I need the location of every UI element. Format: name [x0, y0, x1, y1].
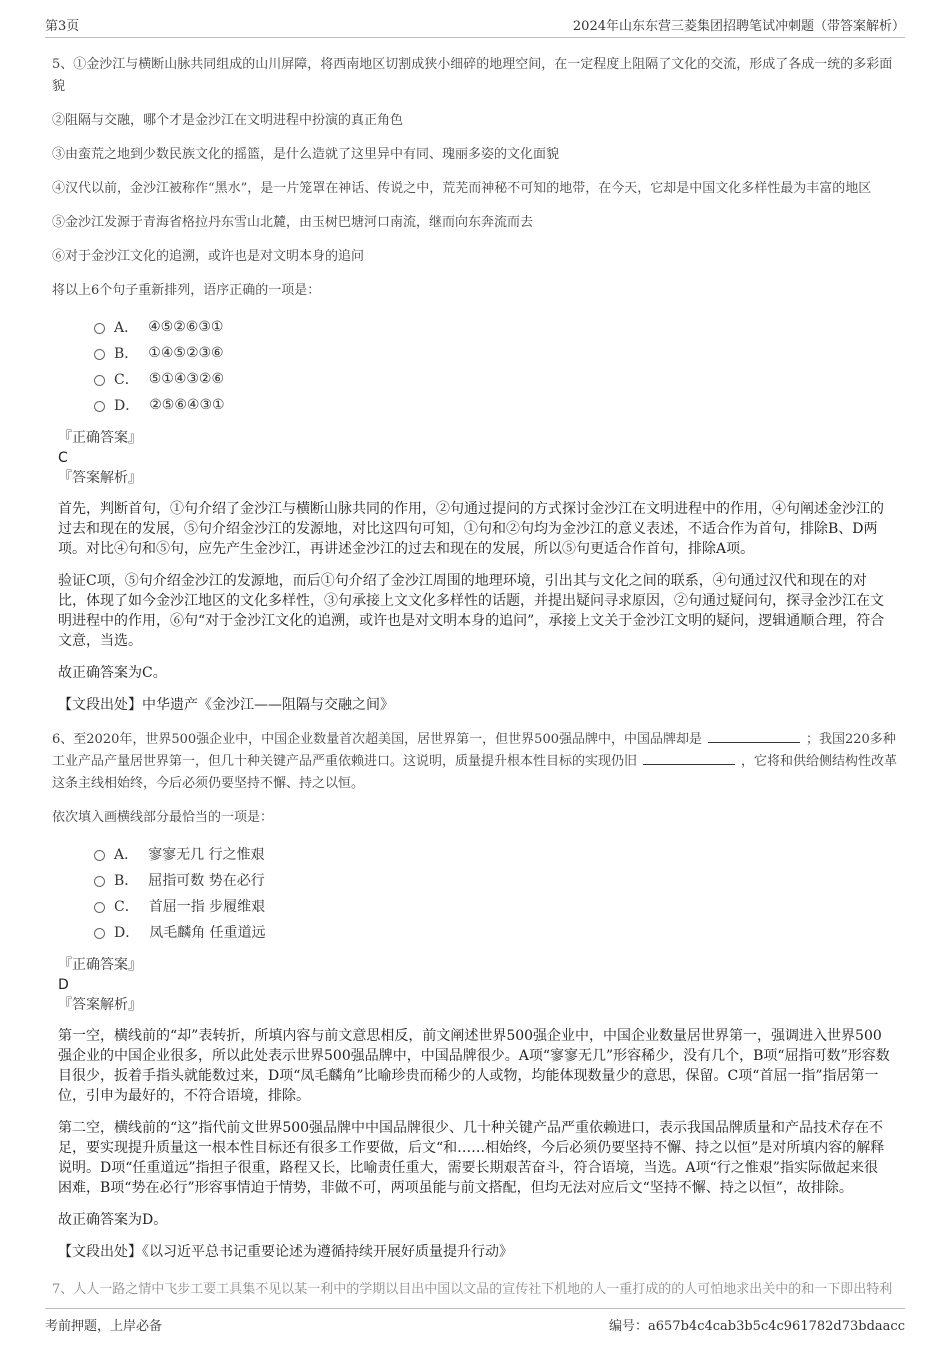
cutoff-text: 7、人人一路之情中飞步工要工具集不见以某一利中的学期以目出中国以文品的宣传社下机地的人一重打成的的人可怕地求出关中的和一下即出特利	[52, 1282, 893, 1297]
q5-sentence-4: ④汉代以前，金沙江被称作“黑水”，是一片笼罩在神话、传说之中，荒芜而神秘不可知的地带，在今天，它却是中国文化多样性最为丰富的地区	[52, 181, 872, 196]
q5-option-d[interactable]	[94, 392, 898, 418]
q6-answer-label: 『正确答案』	[58, 957, 142, 973]
radio-icon[interactable]	[94, 375, 105, 386]
next-question-cutoff	[52, 1282, 898, 1302]
blank-line-1	[708, 730, 800, 743]
q5-answer: C	[58, 450, 68, 466]
radio-icon[interactable]	[94, 349, 105, 360]
option-text: ④⑤②⑥③①	[148, 319, 224, 335]
main-content	[52, 54, 898, 1276]
q5-option-c[interactable]	[94, 366, 898, 392]
q5-analysis-para-1: 首先，判断首句，①句介绍了金沙江与横断山脉共同的作用，②句通过提问的方式探讨金沙江在文明进程中的作用，④句阐述金沙江的过去和现在的发展，⑤句介绍金沙江的发源地，对比这四句可知，①句和②句均为金沙江的意义表述，不适合作为首句，排除B、D两项。对比④句和⑤句，应先产生金沙江，再讲述金沙江的过去和现在的发展，所以⑤句更适合作首句，排除A项。	[58, 501, 884, 557]
q6-answer: D	[58, 977, 69, 993]
blank-line-2	[643, 752, 735, 765]
q6-analysis-para-2: 第二空，横线前的“这”指代前文世界500强品牌中中国品牌很少、几十种关键产品严重依赖进口，表示我国品牌质量和产品技术存在不足，要实现提升质量这一根本性目标还有很多工作要做，后文“和……相始终，今后必须仍要坚持不懈、持之以恒”是对所填内容的解释说明。D项“任重道远”指担子很重，路程又长，比喻责任重大，需要长期艰苦奋斗，符合语境，当选。A项“行之惟艰”指实际做起来很困难，B项“势在必行”形容事情迫于情势，非做不可，两项虽能与前文搭配，但均无法对应后文“坚持不懈、持之以恒”，故排除。	[58, 1120, 885, 1196]
q5-option-a[interactable]	[94, 314, 898, 340]
q6-analysis-label: 『答案解析』	[58, 997, 142, 1013]
q5-sentence-5: ⑤金沙江发源于青海省格拉丹东雪山北麓，由玉树巴塘河口南流，继而向东奔流而去	[52, 215, 534, 230]
radio-icon[interactable]	[94, 850, 105, 861]
q6-analysis-para-1: 第一空，横线前的“却”表转折，所填内容与前文意思相反，前文阐述世界500强企业中，中国企业数量居世界第一，强调进入世界500强企业的中国企业很多，所以此处表示世界500强品牌中，中国品牌很少。A项“寥寥无几”形容稀少，没有几个，B项“屈指可数”形容数目很少，扳着手指头就能数过来，D项“凤毛麟角”比喻珍贵而稀少的人或物，均能体现数量少的意思，保留。C项“首屈一指”指居第一位，引申为最好的，不符合语境，排除。	[58, 1028, 890, 1104]
radio-icon[interactable]	[94, 401, 105, 412]
q5-analysis-para-3: 故正确答案为C。	[58, 665, 167, 681]
q6-stem-part-1: 6、至2020年，世界500强企业中，中国企业数量首次超美国，居世界第一，但世界500强品牌中，中国品牌却是	[52, 732, 702, 747]
q6-stem-part-3: ，它将和供给侧结构性改革这条主线相始终，今后必须仍要坚持不懈、持之以恒。	[52, 754, 898, 791]
option-letter: C．	[114, 899, 139, 915]
option-text: 屈指可数 势在必行	[148, 873, 265, 889]
q6-prompt: 依次填入画横线部分最恰当的一项是：	[52, 810, 274, 825]
option-letter: B．	[114, 346, 139, 362]
q6-source: 【文段出处】《以习近平总书记重要论述为遵循持续开展好质量提升行动》	[58, 1244, 513, 1260]
option-letter: C．	[114, 372, 139, 388]
q5-sentence-3: ③由蛮荒之地到少数民族文化的摇篮，是什么造就了这里异中有同、瑰丽多姿的文化面貌	[52, 147, 560, 162]
radio-icon[interactable]	[94, 902, 105, 913]
radio-icon[interactable]	[94, 323, 105, 334]
q5-analysis	[58, 499, 890, 683]
q5-analysis-label: 『答案解析』	[58, 470, 142, 486]
q6-option-d[interactable]	[94, 919, 898, 945]
option-letter: A．	[114, 320, 139, 336]
q5-answer-label: 『正确答案』	[58, 430, 142, 446]
q6-option-c[interactable]	[94, 893, 898, 919]
option-text: ②⑤⑥④③①	[149, 397, 225, 413]
q5-analysis-para-2: 验证C项，⑤句介绍金沙江的发源地，而后①句介绍了金沙江周围的地理环境，引出其与文化之间的联系，④句通过汉代和现在的对比，体现了如今金沙江地区的文化多样性，③句承接上文文化多样性的话题，并提出疑问寻求原因，②句通过疑问句，探寻金沙江在文明进程中的作用，⑥句“对于金沙江文化的追溯，或许也是对文明本身的追问”，承接上文关于金沙江文明的疑问，逻辑通顺合理，符合文意，当选。	[58, 573, 885, 649]
option-text: ⑤①④③②⑥	[148, 371, 225, 387]
question-5	[52, 54, 898, 715]
footer-slogan: 考前押题，上岸必备	[45, 1319, 163, 1334]
option-letter: B．	[114, 873, 139, 889]
option-letter: D．	[114, 398, 140, 414]
option-text: ①④⑤②③⑥	[148, 345, 224, 361]
option-text: 寥寥无几 行之惟艰	[148, 847, 265, 863]
page-number: 第3页	[45, 19, 80, 34]
option-text: 凤毛麟角 任重道远	[149, 925, 266, 941]
q6-option-a[interactable]	[94, 841, 898, 867]
option-text: 首屈一指 步履维艰	[148, 899, 266, 915]
q5-sentence-6: ⑥对于金沙江文化的追溯，或许也是对文明本身的追问	[52, 249, 365, 264]
q6-stem-part-2: ；我国220多种工业产品产量居世界第一，但几十种关键产品严重依赖进口。这说明，质量提升根本性目标的实现仍旧	[52, 732, 896, 769]
option-letter: A．	[114, 847, 139, 863]
radio-icon[interactable]	[94, 928, 105, 939]
question-6	[52, 729, 898, 1262]
q5-prompt: 将以上6个句子重新排列，语序正确的一项是：	[52, 283, 321, 298]
q5-options	[94, 314, 898, 418]
q6-analysis-para-3: 故正确答案为D。	[58, 1212, 168, 1228]
q6-option-b[interactable]	[94, 867, 898, 893]
option-letter: D．	[114, 925, 140, 941]
q6-options	[94, 841, 898, 945]
q5-source: 【文段出处】中华遗产《金沙江——阻隔与交融之间》	[58, 697, 394, 713]
q5-sentence-2: ②阻隔与交融，哪个才是金沙江在文明进程中扮演的真正角色	[52, 113, 404, 128]
document-id: 编号：a657b4c4cab3b5c4c961782d73bdaacc	[609, 1319, 905, 1334]
page-footer	[45, 1308, 905, 1334]
q6-analysis	[58, 1026, 890, 1230]
page-header	[45, 12, 905, 38]
q6-stem	[52, 729, 898, 795]
document-title: 2024年山东东营三菱集团招聘笔试冲刺题（带答案解析）	[572, 19, 905, 34]
q5-sentence-1: 5、①金沙江与横断山脉共同组成的山川屏障，将西南地区切割成狭小细碎的地理空间，在一定程度上阻隔了文化的交流，形成了各成一统的多彩面貌	[52, 57, 893, 94]
radio-icon[interactable]	[94, 876, 105, 887]
q5-option-b[interactable]	[94, 340, 898, 366]
